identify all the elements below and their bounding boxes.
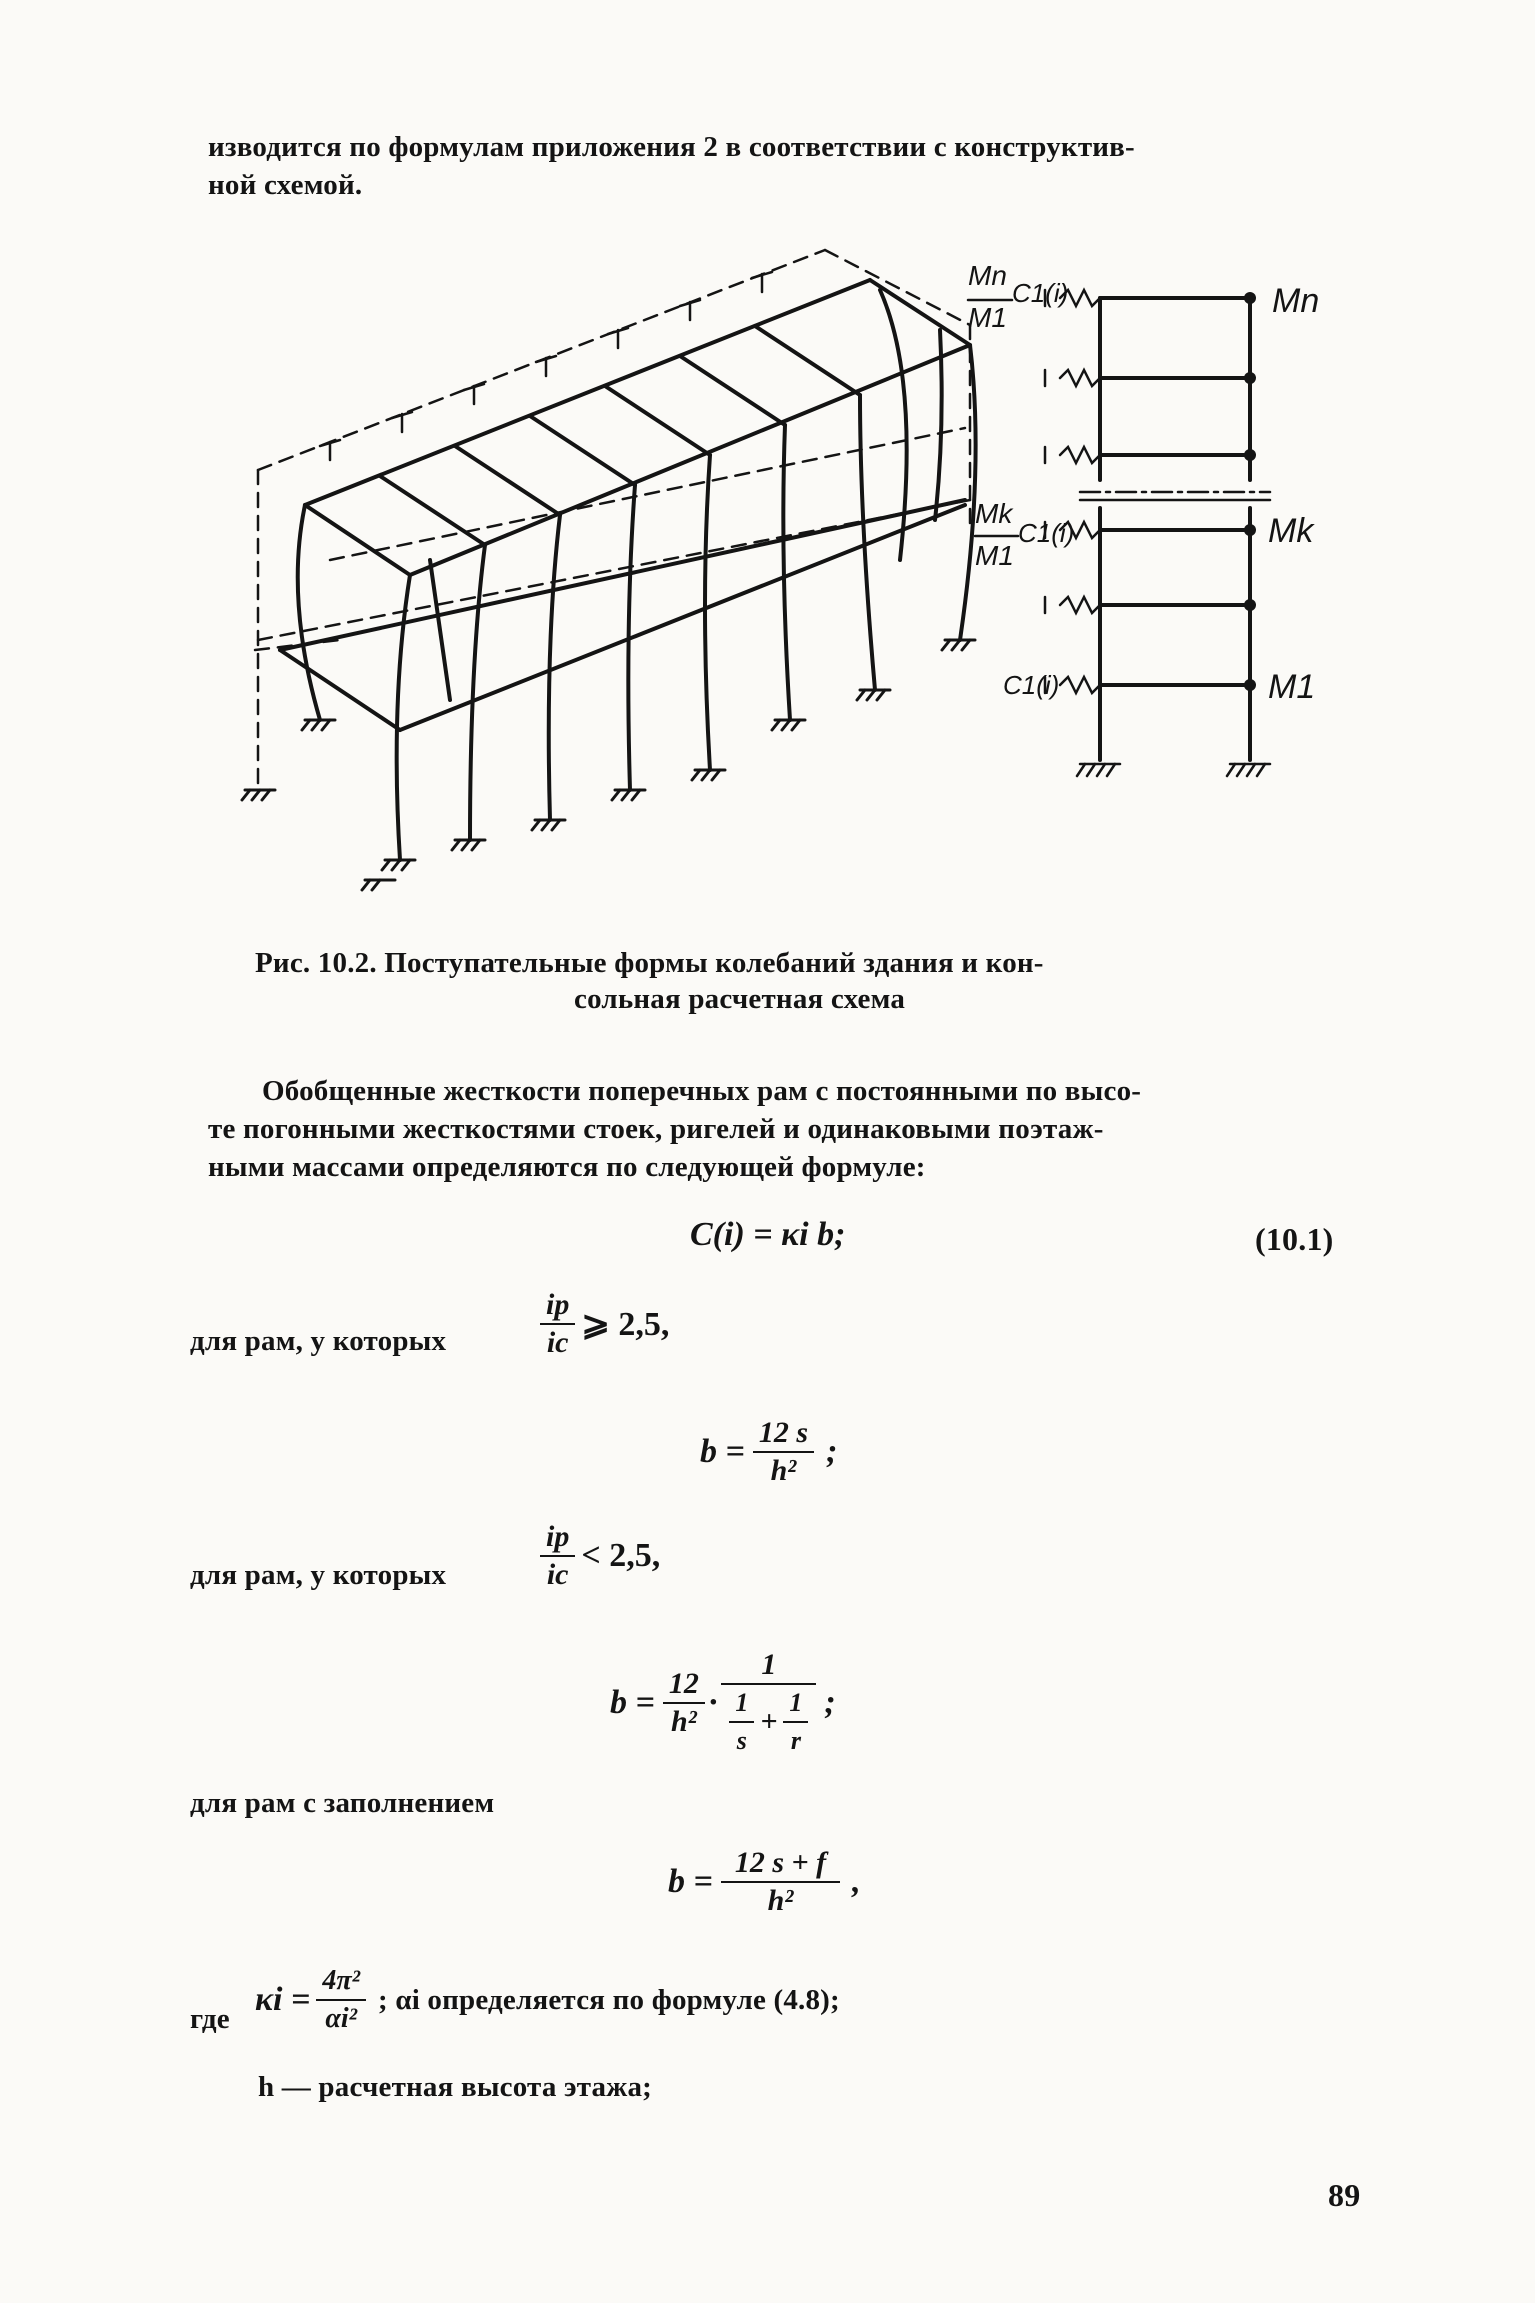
- b3-numerator: 12 s + f: [721, 1848, 840, 1883]
- cond1-relation: ⩾ 2,5,: [581, 1306, 670, 1343]
- cond1-denominator: ic: [546, 1326, 569, 1359]
- b-formula-3: [668, 1848, 861, 1916]
- kappa-numerator: 4π²: [316, 1966, 366, 2001]
- b2-inner-den-a: s: [736, 1726, 747, 1755]
- b3-lhs: b =: [668, 1863, 713, 1900]
- b-formula-1: [700, 1418, 837, 1486]
- label-c1-bottom: C1(i): [1003, 670, 1060, 700]
- label-m1-top: M1: [968, 302, 1007, 333]
- h-definition: h — расчетная высота этажа;: [258, 2071, 653, 2103]
- label-mass-n: Mn: [1272, 282, 1320, 320]
- where-text: где: [190, 2003, 230, 2035]
- b1-end: ;: [826, 1433, 838, 1470]
- paragraph-line-2: те погонными жесткостями стоек, ригелей и одинаковыми поэтаж-: [208, 1113, 1104, 1145]
- b1-lhs: b =: [700, 1433, 745, 1470]
- intro-line-1: изводится по формулам приложения 2 в соответствии с конструктив-: [208, 131, 1135, 163]
- b2-inner-num-b: 1: [783, 1688, 808, 1723]
- deformed-frame: [280, 280, 976, 860]
- b2-inner-num-a: 1: [729, 1688, 754, 1723]
- condition-3-text: для рам с заполнением: [190, 1787, 495, 1819]
- condition-1-text: для рам, у которых: [190, 1325, 447, 1357]
- label-c1-mid: C1(i): [1018, 518, 1075, 548]
- b2-lhs: b =: [610, 1684, 655, 1721]
- cond1-numerator: ip: [540, 1290, 575, 1325]
- formula-main: C(i) = κi b;: [690, 1216, 846, 1253]
- intro-line-2: ной схемой.: [208, 169, 363, 201]
- kappa-definition: [255, 1966, 840, 2034]
- condition-2-ratio: [540, 1522, 660, 1590]
- kappa-tail: ; αi определяется по формуле (4.8);: [378, 1984, 840, 2016]
- label-mn-top: Mn: [968, 260, 1007, 291]
- formula-number: (10.1): [1255, 1221, 1334, 1257]
- figure-caption-line-1: Рис. 10.2. Поступательные формы колебаний здания и кон-: [255, 947, 1044, 979]
- label-m1-mid: M1: [975, 540, 1014, 571]
- b2-inner-den-b: r: [790, 1726, 801, 1755]
- label-mk-mid: Mk: [975, 498, 1013, 529]
- label-mass-1: M1: [1268, 668, 1316, 706]
- cond2-relation: < 2,5,: [581, 1537, 661, 1574]
- kappa-denominator: αi²: [325, 2003, 358, 2034]
- frame-figure: [0, 0, 1535, 940]
- condition-2-text: для рам, у которых: [190, 1559, 447, 1591]
- cond2-numerator: ip: [540, 1522, 575, 1557]
- b2-dot: ·: [708, 1684, 718, 1721]
- label-mass-k: Mk: [1268, 512, 1314, 550]
- b2-denominator-1: h²: [671, 1705, 697, 1738]
- cantilever-scheme: [1100, 298, 1250, 760]
- b2-numerator-1: 12: [663, 1669, 705, 1704]
- paragraph-line-3: ными массами определяются по следующей формуле:: [208, 1151, 926, 1183]
- label-c1-top: C1(i): [1012, 278, 1069, 308]
- b1-numerator: 12 s: [753, 1418, 814, 1453]
- figure-caption-line-2: сольная расчетная схема: [574, 983, 906, 1015]
- b3-denominator: h²: [767, 1884, 794, 1917]
- cond2-denominator: ic: [546, 1558, 569, 1591]
- b-formula-2: [610, 1650, 836, 1756]
- page-number: 89: [1328, 2177, 1361, 2213]
- kappa-lhs: κi =: [255, 1981, 311, 2018]
- b2-plus: +: [760, 1705, 778, 1738]
- b2-numerator-2: 1: [721, 1650, 816, 1685]
- b3-end: ,: [852, 1863, 861, 1900]
- b2-end: ;: [824, 1684, 836, 1721]
- paragraph-line-1: Обобщенные жесткости поперечных рам с постоянными по высо-: [262, 1075, 1142, 1107]
- b1-denominator: h²: [770, 1454, 797, 1487]
- condition-1-ratio: [540, 1290, 669, 1358]
